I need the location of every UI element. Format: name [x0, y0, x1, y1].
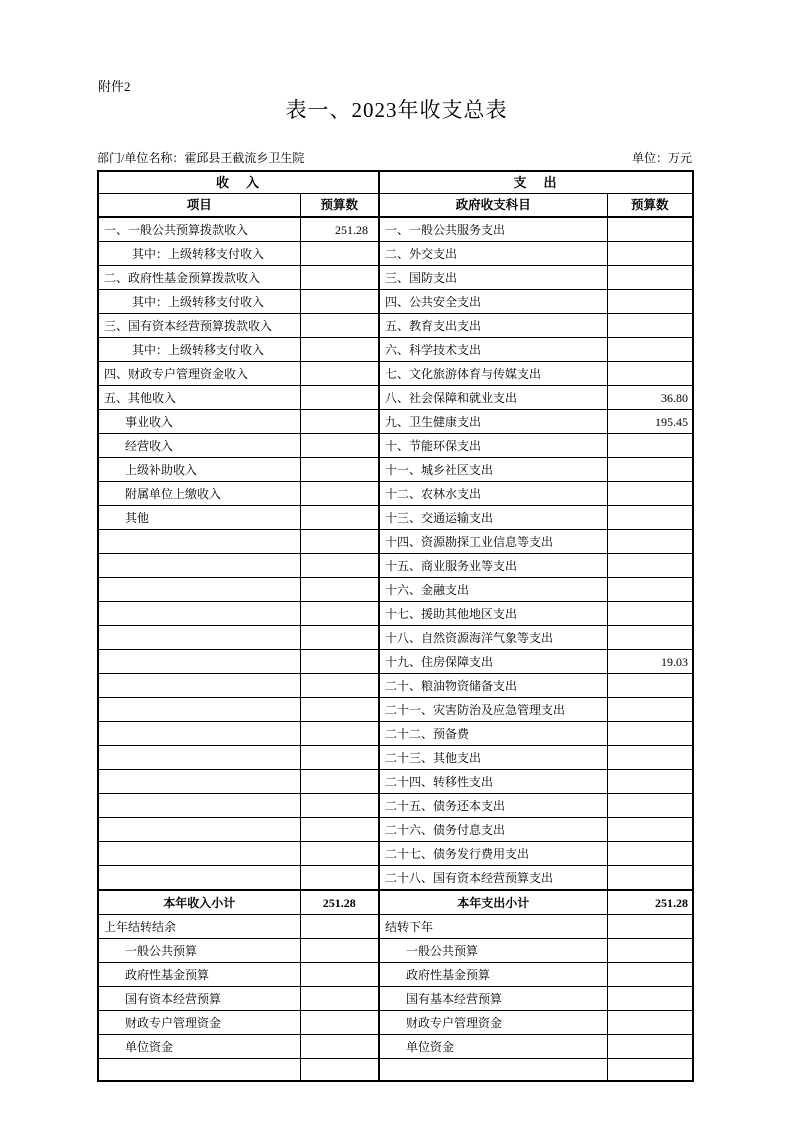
- income-item-cell: [98, 698, 300, 722]
- income-value-cell: [300, 362, 379, 386]
- expense-value-cell: [607, 242, 693, 266]
- expense-value-cell: [607, 915, 693, 939]
- expense-item-cell: 九、卫生健康支出: [379, 410, 607, 434]
- table-row: [98, 794, 693, 818]
- table-row: [98, 770, 693, 794]
- income-value-cell: [300, 626, 379, 650]
- income-value-cell: [300, 506, 379, 530]
- income-item-cell: 事业收入: [98, 410, 300, 434]
- expense-value-cell: [607, 458, 693, 482]
- expense-item-cell: 财政专户管理资金: [379, 1011, 607, 1035]
- table-row: [98, 362, 693, 386]
- expense-item-cell: 十二、农林水支出: [379, 482, 607, 506]
- expense-item-cell: 五、教育支出支出: [379, 314, 607, 338]
- income-value-cell: [300, 770, 379, 794]
- income-item-cell: 上级补助收入: [98, 458, 300, 482]
- table-row: [98, 530, 693, 554]
- income-item-cell: 其他: [98, 506, 300, 530]
- expense-item-cell: 二十八、国有资本经营预算支出: [379, 866, 607, 891]
- expense-value-cell: [607, 217, 693, 242]
- carryover-row: [98, 939, 693, 963]
- income-item-cell: 附属单位上缴收入: [98, 482, 300, 506]
- income-section-header: 收 入: [98, 171, 379, 194]
- carryover-row: [98, 1011, 693, 1035]
- income-item-cell: [98, 554, 300, 578]
- income-value-cell: [300, 458, 379, 482]
- expense-value-cell: [607, 362, 693, 386]
- expense-value-cell: [607, 554, 693, 578]
- income-value-cell: [300, 939, 379, 963]
- table-row: [98, 866, 693, 891]
- income-value-cell: [300, 602, 379, 626]
- income-value-cell: [300, 866, 379, 891]
- expense-value-cell: [607, 1011, 693, 1035]
- income-item-cell: 五、其他收入: [98, 386, 300, 410]
- expense-item-cell: 十一、城乡社区支出: [379, 458, 607, 482]
- income-item-cell: [98, 818, 300, 842]
- expense-item-cell: 二十三、其他支出: [379, 746, 607, 770]
- expense-item-cell: 十九、住房保障支出: [379, 650, 607, 674]
- expense-value-cell: [607, 963, 693, 987]
- income-item-cell: 财政专户管理资金: [98, 1011, 300, 1035]
- income-value-cell: [300, 314, 379, 338]
- expense-item-cell: 二十四、转移性支出: [379, 770, 607, 794]
- income-value-cell: [300, 818, 379, 842]
- income-value-cell: [300, 1035, 379, 1059]
- expense-value-cell: [607, 866, 693, 891]
- expense-item-cell: [379, 1059, 607, 1082]
- income-item-cell: [98, 746, 300, 770]
- budget-table-body: [98, 217, 693, 1081]
- income-value-cell: [300, 338, 379, 362]
- expense-item-cell: 单位资金: [379, 1035, 607, 1059]
- income-value-cell: [300, 1059, 379, 1082]
- expense-value-cell: [607, 746, 693, 770]
- income-value-cell: [300, 722, 379, 746]
- expense-item-cell: 二十、粮油物资储备支出: [379, 674, 607, 698]
- income-item-cell: 政府性基金预算: [98, 963, 300, 987]
- table-row: [98, 242, 693, 266]
- income-item-cell: [98, 530, 300, 554]
- expense-item-cell: 二十二、预备费: [379, 722, 607, 746]
- expense-item-cell: 三、国防支出: [379, 266, 607, 290]
- income-item-cell: [98, 842, 300, 866]
- income-item-cell: 单位资金: [98, 1035, 300, 1059]
- expense-value-cell: [607, 770, 693, 794]
- table-row: [98, 458, 693, 482]
- column-header-row: [98, 194, 693, 218]
- expense-item-cell: 四、公共安全支出: [379, 290, 607, 314]
- meta-row: [97, 149, 692, 166]
- expense-value-cell: [607, 314, 693, 338]
- income-item-cell: 上年结转结余: [98, 915, 300, 939]
- table-row: [98, 698, 693, 722]
- income-item-cell: 经营收入: [98, 434, 300, 458]
- subtotal-row: [98, 890, 693, 915]
- income-item-cell: 其中：上级转移支付收入: [98, 242, 300, 266]
- income-value-cell: [300, 386, 379, 410]
- income-item-cell: [98, 770, 300, 794]
- income-value-cell: [300, 746, 379, 770]
- budget-table: [97, 170, 694, 1082]
- expense-item-cell: 一般公共预算: [379, 939, 607, 963]
- table-row: [98, 722, 693, 746]
- column-header-item: 项目: [98, 194, 300, 218]
- column-header-budget-right: 预算数: [607, 194, 693, 218]
- income-item-cell: [98, 722, 300, 746]
- table-row: [98, 434, 693, 458]
- table-row: [98, 818, 693, 842]
- column-header-budget-left: 预算数: [300, 194, 379, 218]
- income-value-cell: [300, 434, 379, 458]
- table-row: [98, 554, 693, 578]
- expense-item-cell: 本年支出小计: [379, 890, 607, 915]
- income-value-cell: [300, 1011, 379, 1035]
- income-item-cell: [98, 674, 300, 698]
- income-value-cell: [300, 963, 379, 987]
- income-value-cell: [300, 554, 379, 578]
- table-row: [98, 602, 693, 626]
- expense-value-cell: 19.03: [607, 650, 693, 674]
- income-item-cell: [98, 1059, 300, 1082]
- table-row: [98, 290, 693, 314]
- income-item-cell: [98, 578, 300, 602]
- expense-value-cell: [607, 987, 693, 1011]
- carryover-row: [98, 987, 693, 1011]
- expense-value-cell: [607, 290, 693, 314]
- income-value-cell: [300, 674, 379, 698]
- income-item-cell: 本年收入小计: [98, 890, 300, 915]
- expense-item-cell: 十三、交通运输支出: [379, 506, 607, 530]
- income-item-cell: [98, 602, 300, 626]
- expense-item-cell: 二十一、灾害防治及应急管理支出: [379, 698, 607, 722]
- unit-name: 部门/单位名称：霍邱县王截流乡卫生院: [97, 151, 305, 165]
- empty-tail-row: [98, 1059, 693, 1082]
- expense-value-cell: [607, 482, 693, 506]
- expense-value-cell: [607, 338, 693, 362]
- income-value-cell: [300, 987, 379, 1011]
- income-item-cell: 其中：上级转移支付收入: [98, 290, 300, 314]
- income-item-cell: 其中：上级转移支付收入: [98, 338, 300, 362]
- expense-item-cell: 二十七、债务发行费用支出: [379, 842, 607, 866]
- expense-item-cell: 十四、资源勘探工业信息等支出: [379, 530, 607, 554]
- expense-value-cell: [607, 506, 693, 530]
- expense-item-cell: 二十六、债务付息支出: [379, 818, 607, 842]
- table-row: [98, 314, 693, 338]
- income-value-cell: [300, 650, 379, 674]
- expense-item-cell: 十六、金融支出: [379, 578, 607, 602]
- table-row: [98, 506, 693, 530]
- income-value-cell: [300, 482, 379, 506]
- expense-value-cell: [607, 602, 693, 626]
- table-row: [98, 266, 693, 290]
- expense-item-cell: 六、科学技术支出: [379, 338, 607, 362]
- expense-value-cell: [607, 434, 693, 458]
- expense-item-cell: 二、外交支出: [379, 242, 607, 266]
- expense-value-cell: [607, 1059, 693, 1082]
- expense-value-cell: 36.80: [607, 386, 693, 410]
- expense-value-cell: [607, 722, 693, 746]
- table-row: [98, 482, 693, 506]
- income-item-cell: [98, 650, 300, 674]
- income-item-cell: 一、一般公共预算拨款收入: [98, 217, 300, 242]
- table-row: [98, 217, 693, 242]
- income-value-cell: [300, 266, 379, 290]
- expense-item-cell: 十八、自然资源海洋气象等支出: [379, 626, 607, 650]
- table-row: [98, 626, 693, 650]
- expense-value-cell: [607, 842, 693, 866]
- expense-item-cell: 十、节能环保支出: [379, 434, 607, 458]
- expense-item-cell: 八、社会保障和就业支出: [379, 386, 607, 410]
- income-value-cell: [300, 578, 379, 602]
- income-item-cell: 三、国有资本经营预算拨款收入: [98, 314, 300, 338]
- expense-item-cell: 七、文化旅游体育与传媒支出: [379, 362, 607, 386]
- table-row: [98, 578, 693, 602]
- table-row: [98, 650, 693, 674]
- table-row: [98, 674, 693, 698]
- expense-value-cell: [607, 578, 693, 602]
- income-item-cell: 一般公共预算: [98, 939, 300, 963]
- unit-label: 单位：万元: [631, 151, 692, 165]
- expense-item-cell: 结转下年: [379, 915, 607, 939]
- expense-value-cell: 251.28: [607, 890, 693, 915]
- income-value-cell: 251.28: [300, 890, 379, 915]
- carryover-row: [98, 915, 693, 939]
- income-item-cell: [98, 794, 300, 818]
- income-value-cell: [300, 794, 379, 818]
- income-value-cell: [300, 242, 379, 266]
- income-value-cell: [300, 530, 379, 554]
- table-row: [98, 746, 693, 770]
- table-row: [98, 338, 693, 362]
- expense-value-cell: [607, 266, 693, 290]
- income-item-cell: 二、政府性基金预算拨款收入: [98, 266, 300, 290]
- expense-value-cell: [607, 626, 693, 650]
- income-item-cell: [98, 626, 300, 650]
- page-title: 表一、2023年收支总表: [285, 98, 508, 122]
- income-value-cell: [300, 915, 379, 939]
- income-value-cell: [300, 698, 379, 722]
- expense-value-cell: [607, 818, 693, 842]
- expense-item-cell: 一、一般公共服务支出: [379, 217, 607, 242]
- expense-value-cell: [607, 530, 693, 554]
- column-header-subject: 政府收支科目: [379, 194, 607, 218]
- income-item-cell: [98, 866, 300, 891]
- expense-value-cell: [607, 939, 693, 963]
- attachment-label: 附件2: [98, 79, 131, 94]
- expense-value-cell: [607, 674, 693, 698]
- income-item-cell: 国有资本经营预算: [98, 987, 300, 1011]
- table-row: [98, 842, 693, 866]
- expense-value-cell: [607, 698, 693, 722]
- expense-item-cell: 国有基本经营预算: [379, 987, 607, 1011]
- table-row: [98, 410, 693, 434]
- expense-section-header: 支 出: [379, 171, 693, 194]
- carryover-row: [98, 1035, 693, 1059]
- expense-value-cell: 195.45: [607, 410, 693, 434]
- section-header-row: [98, 171, 693, 194]
- carryover-row: [98, 963, 693, 987]
- expense-item-cell: 十五、商业服务业等支出: [379, 554, 607, 578]
- income-value-cell: [300, 290, 379, 314]
- income-value-cell: [300, 410, 379, 434]
- expense-value-cell: [607, 1035, 693, 1059]
- expense-item-cell: 政府性基金预算: [379, 963, 607, 987]
- income-value-cell: 251.28: [300, 217, 379, 242]
- table-row: [98, 386, 693, 410]
- income-item-cell: 四、财政专户管理资金收入: [98, 362, 300, 386]
- expense-item-cell: 十七、援助其他地区支出: [379, 602, 607, 626]
- income-value-cell: [300, 842, 379, 866]
- expense-item-cell: 二十五、债务还本支出: [379, 794, 607, 818]
- expense-value-cell: [607, 794, 693, 818]
